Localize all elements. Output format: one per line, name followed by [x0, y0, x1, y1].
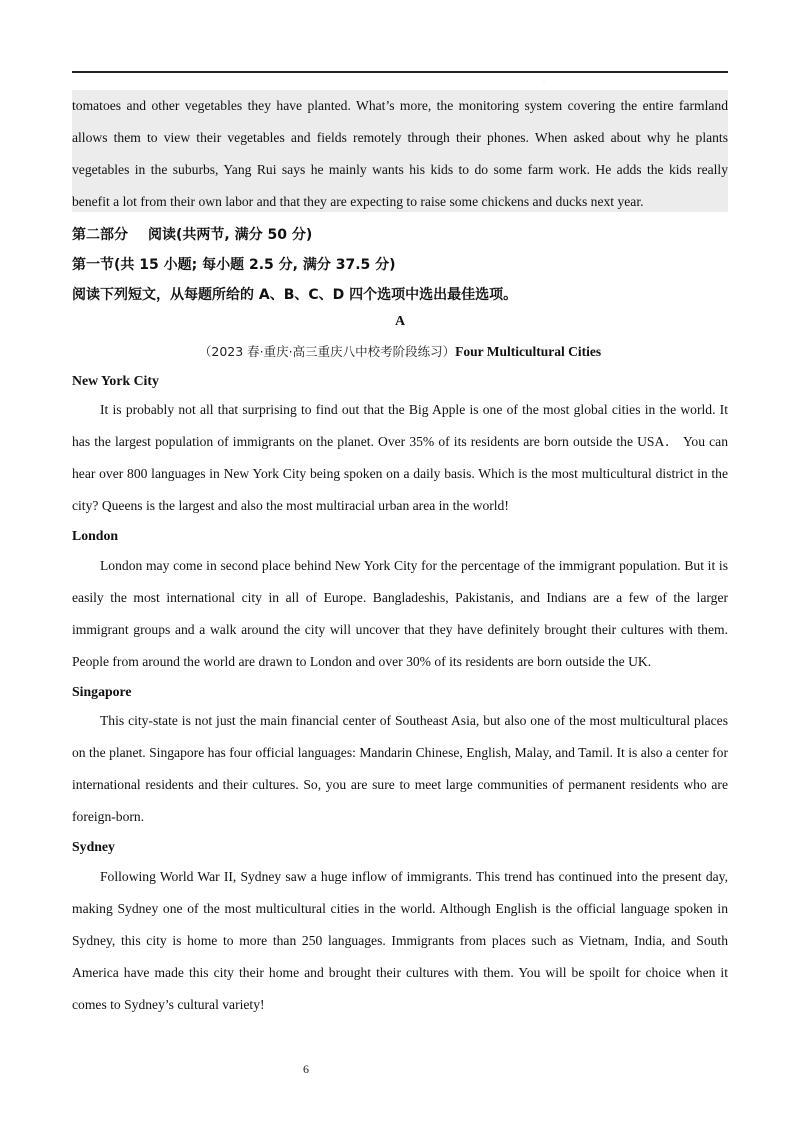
city-paragraph-sydney: Following World War II, Sydney saw a huge inflow of immigrants. This trend has continued into the present day, making Sydney one of the most multicultural cities in the world. Although English is the official language spoken in Sydney, this city is home to more than 250 languages. Immigrants from places such as Vietnam, India, and South America have made this city their home and brought their cultures with them. You will be spoilt for choice when it comes to Sydney’s cultural variety! — [72, 869, 728, 1012]
city-paragraph-london: London may come in second place behind New York City for the percentage of the immigrant population. But it is easily the most international city in all of Europe. Bangladeshis, Pakistanis, and Indians are a few of the larger immigrant groups and a walk around the city will uncover that they have definitely brought their cultures with them. People from around the world are drawn to London and over 30% of its residents are born outside the UK. — [72, 558, 728, 669]
page-number: 6 — [303, 1062, 309, 1076]
city-heading-london: London — [72, 528, 119, 543]
section-heading — [72, 224, 312, 244]
excerpt-line: vegetables in the suburbs, Yang Rui says he mainly wants his kids to do some farm work. He adds the kids really — [72, 162, 728, 177]
city-heading-new-york: New York City — [72, 373, 159, 388]
scan-mark: · — [543, 80, 545, 86]
passage-title-line — [0, 342, 800, 360]
city-paragraph-new-york: It is probably not all that surprising to find out that the Big Apple is one of the most global cities in the world. It has the largest population of immigrants on the planet. Over 35% of its residents are born outside the USA． You can hear over 800 languages in New York City being spoken on a daily basis. Which is the most multicultural district in the city? Queens is the largest and also the most multiracial urban area in the world! — [72, 402, 728, 513]
city-paragraph-singapore: This city-state is not just the main financial center of Southeast Asia, but also one of the most multicultural places on the planet. Singapore has four official languages: Mandarin Chinese, English, Malay, and Tamil. It is also a center for international residents and their cultures. So, you are sure to meet large communities of permanent residents who are foreign-born. — [72, 713, 728, 824]
city-heading-sydney: Sydney — [72, 839, 115, 854]
city-heading-singapore: Singapore — [72, 684, 132, 699]
subsection-heading: 第一节(共 15 小题; 每小题 2.5 分, 满分 37.5 分) — [72, 257, 396, 273]
header-rule — [72, 71, 728, 73]
excerpt-line: allows them to view their vegetables and fields remotely through their phones. When asked about why he plants — [72, 130, 728, 145]
instruction-text: 阅读下列短文，从每题所给的 A、B、C、D 四个选项中选出最佳选项。 — [72, 287, 518, 303]
previous-passage-excerpt — [72, 90, 728, 212]
part-title: 阅读(共两节, 满分 50 分) — [148, 227, 313, 243]
passage-source: （2023 春·重庆·高三重庆八中校考阶段练习） — [198, 344, 456, 359]
excerpt-line: tomatoes and other vegetables they have planted. What’s more, the monitoring system covering the entire farmland — [72, 98, 728, 113]
excerpt-line: benefit a lot from their own labor and that they are expecting to raise some chickens and ducks next year. — [72, 194, 644, 209]
passage-letter: A — [394, 314, 406, 329]
passage-title: Four Multicultural Cities — [455, 344, 602, 359]
part-label: 第二部分 — [72, 227, 128, 243]
